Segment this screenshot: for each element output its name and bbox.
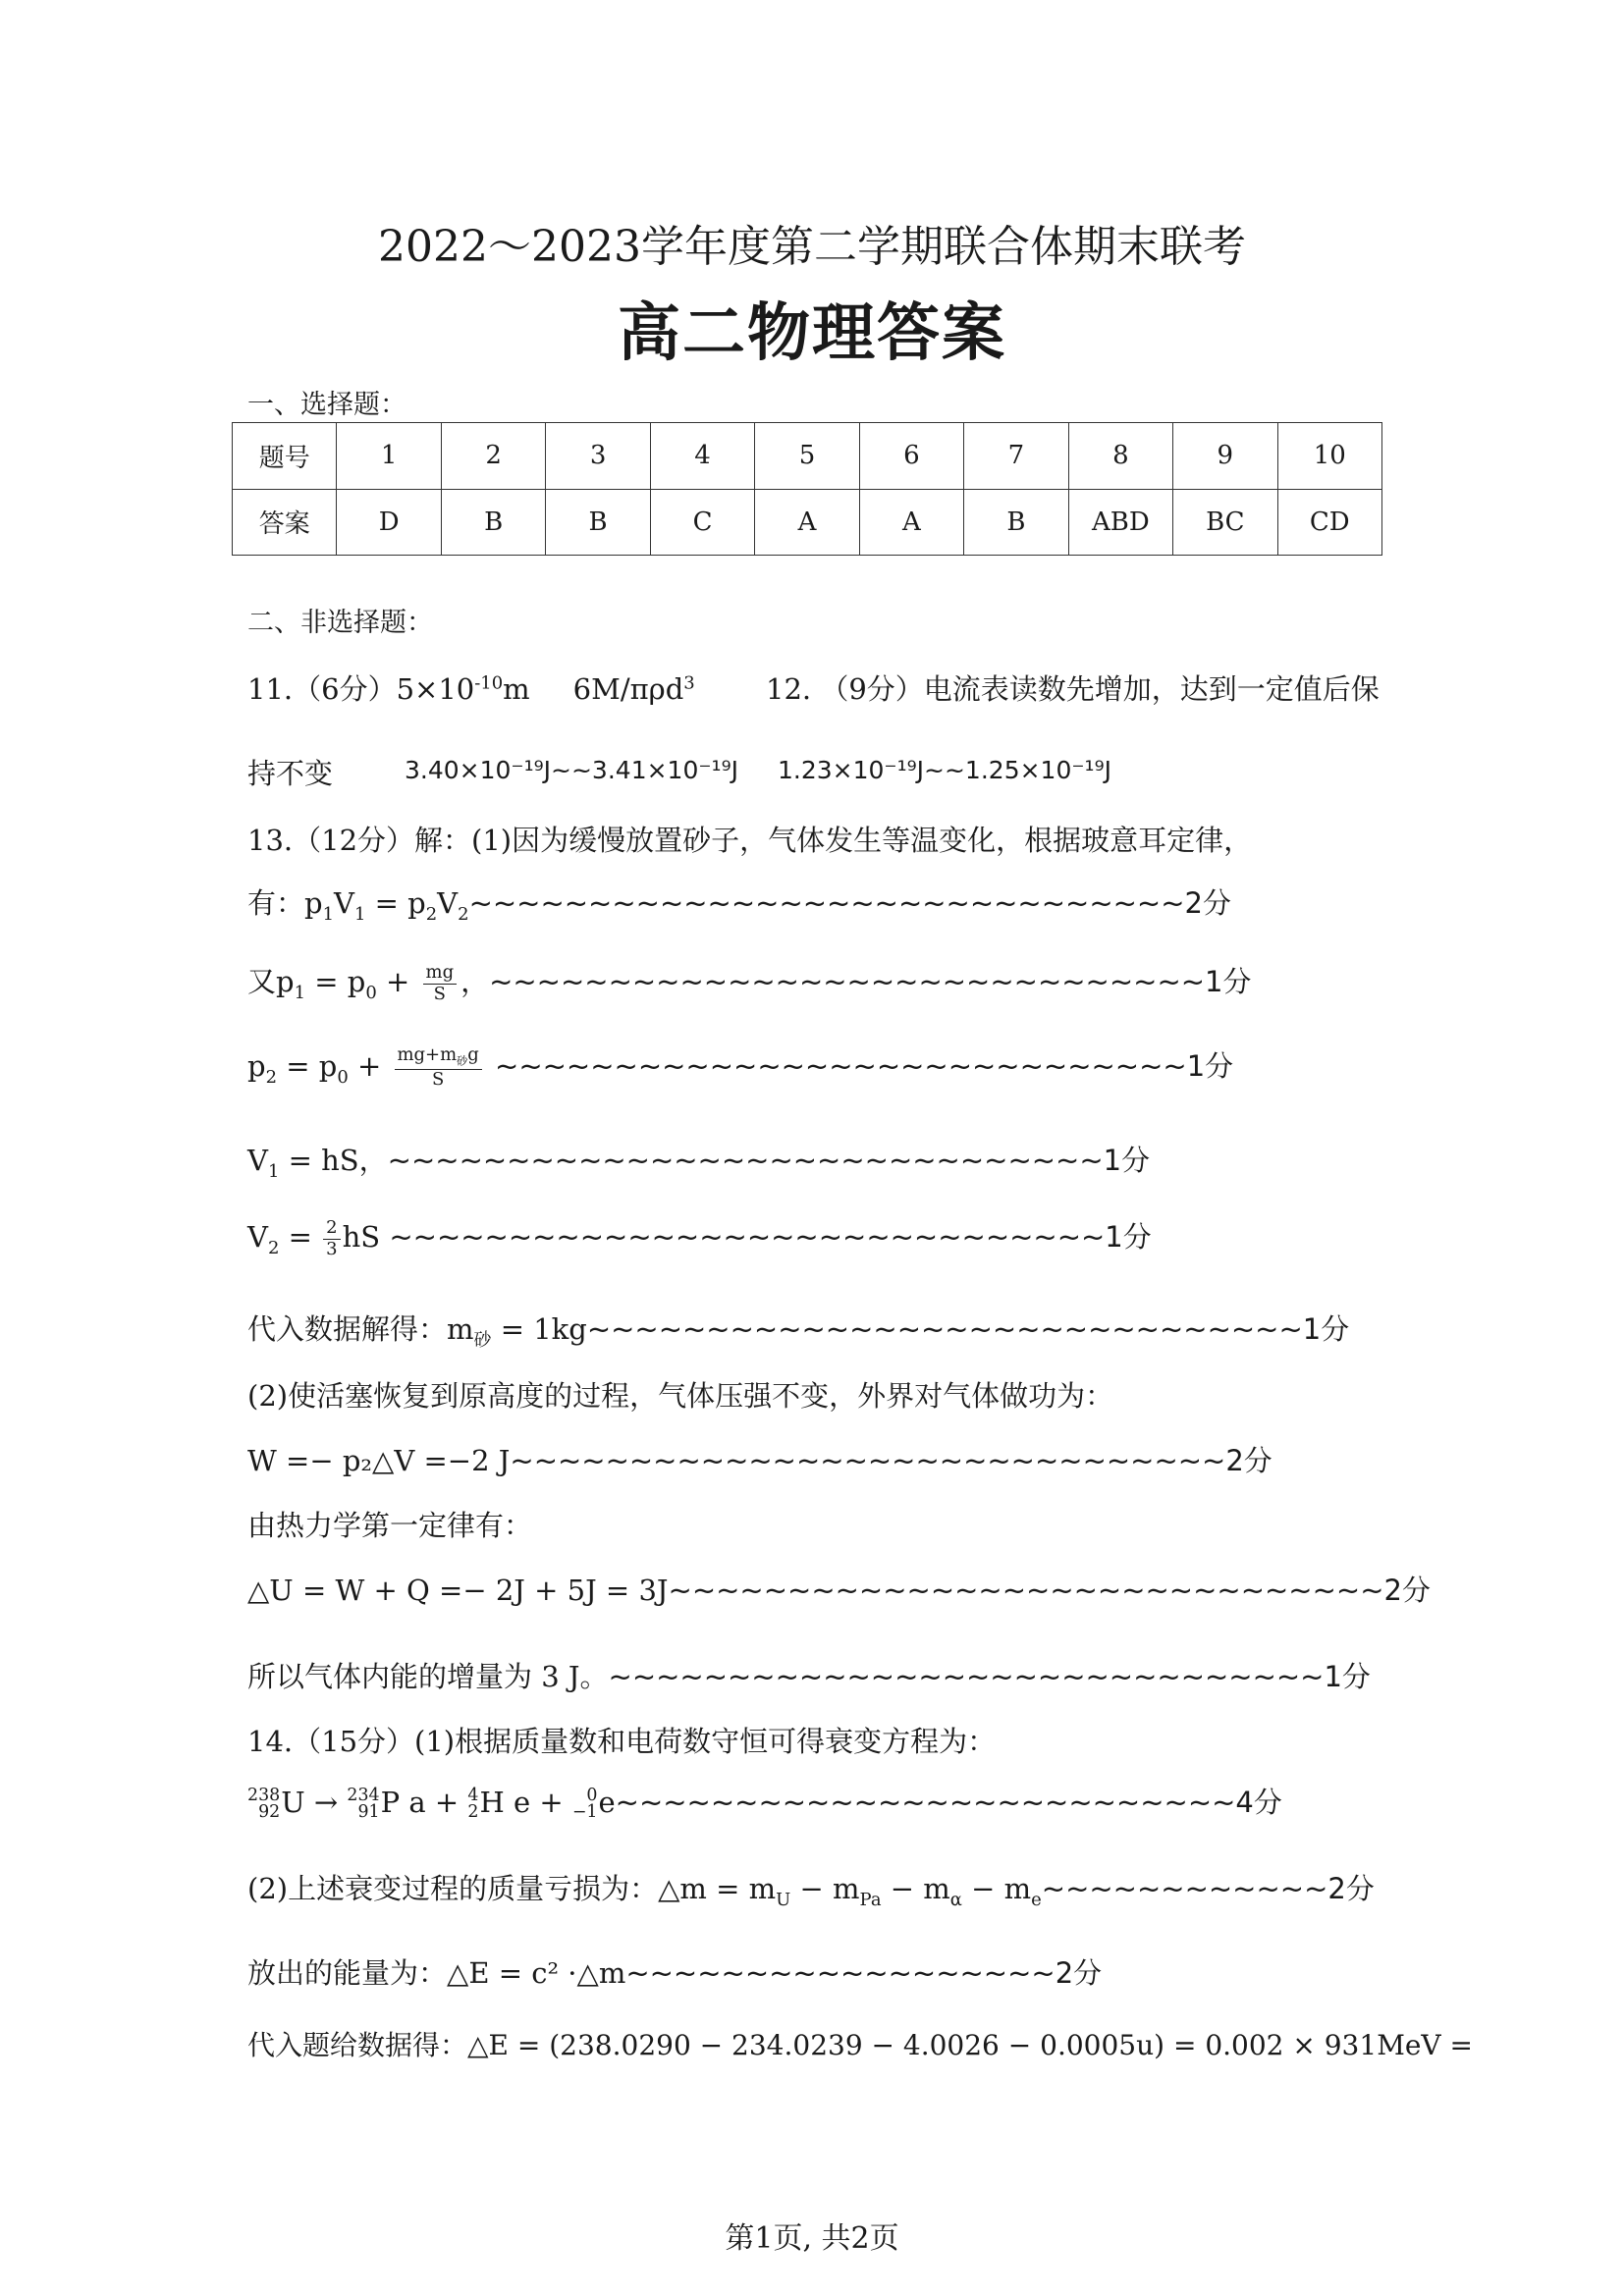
q13-line2: 又$p_1 = p_0$ + $\frac{mg}{S}$ ，~~~~~~~~~~~~~~~~~~~~~~~~~~~~~~1分 (247, 961, 1252, 1004)
q13-line11-text: 所以气体内能的增量为 3 J。 (247, 1660, 609, 1693)
section-choice-label: 一、选择题： (247, 390, 406, 420)
q13-line11 (247, 1655, 1371, 1695)
answer-cell: B (964, 489, 1068, 556)
q13-line9: 由热力学第一定律有： (247, 1509, 533, 1542)
question-number: 6 (859, 423, 963, 490)
q13-line10-score: ~~~~~~~~~~~~~~~~~~~~~~~~~~~~~~2分 (668, 1574, 1431, 1607)
q13-line3: $p_2 = p_0$ + $\frac{mg+m_砂g}{S}$ ~~~~~~~~~~~~~~~~~~~~~~~~~~~~~1分 (247, 1044, 1234, 1090)
section-nonchoice-label: 二、非选择题： (247, 608, 433, 638)
answer-cell: D (337, 489, 441, 556)
q14-line2: (2)上述衰变过程的质量亏损为：△m = $m_U - m_{Pa} - m_\alpha$ − $m_e\sim\sim\sim\sim\sim\sim\sim\sim\sim\sim\sim\sim 2$分 (247, 1872, 1375, 1910)
row-header-answer: 答案 (233, 489, 337, 556)
answer-cell: B (441, 489, 545, 556)
q13-line8 (247, 1439, 1272, 1479)
page-number: 第1页, 共2页 (725, 2221, 899, 2256)
q13-line2-prefix: 又 (247, 965, 277, 998)
q13-line5: $V_2$ = $\frac{2}{3}$ hS ~~~~~~~~~~~~~~~~~~~~~~~~~~~~~~1分 (247, 1216, 1152, 1259)
q11-formula-cube: 3 (683, 672, 695, 694)
q11-exponent: -10 (474, 672, 504, 694)
q13-line7: (2)使活塞恢复到原高度的过程，气体压强不变，外界对气体做功为： (247, 1379, 1114, 1413)
q14-decay-equation: 238 92 U → 234 91 P a + 4 2 H e + 0 −1 e~~~~~~~~~~~~~~~~~~~~~~~~~~4分 (247, 1786, 1282, 1822)
q11-answer (247, 667, 695, 708)
table-row (233, 489, 1382, 556)
q13-line1-prefix: 有： (247, 886, 305, 920)
q13-line8-equation: W =− p₂△V =−2 J (247, 1444, 511, 1477)
answer-cell: BC (1173, 489, 1277, 556)
q13-line2-score: ，~~~~~~~~~~~~~~~~~~~~~~~~~~~~~~1分 (460, 965, 1252, 998)
q12-range2: 1.23×10⁻¹⁹J~~1.25×10⁻¹⁹J (778, 756, 1111, 784)
answer-cell: C (650, 489, 754, 556)
q11-unit: m (503, 672, 530, 706)
q13-line11-score: ~~~~~~~~~~~~~~~~~~~~~~~~~~~~~~1分 (608, 1660, 1371, 1693)
row-header-number: 题号 (233, 423, 337, 490)
q14-line4-equation: △E = (238.0290 − 234.0239 − 4.0026 − 0.0005u) = 0.002 × 931MeV = (467, 2029, 1474, 2061)
q11-formula: 6M/πρd (572, 672, 684, 706)
q13-line1: 有：$p_1V_1$ = $p_2V_2\sim\sim\sim\sim\sim\sim\sim\sim\sim\sim\sim\sim\sim\sim\sim\sim\sim\sim\sim\sim\sim\sim\sim\sim\sim\sim\sim\sim\sim\sim 2$分 (247, 886, 1231, 925)
q12-cont: 持不变 (247, 757, 334, 790)
question-number: 5 (755, 423, 859, 490)
q13-line4: $V_1$ = hS，~~~~~~~~~~~~~~~~~~~~~~~~~~~~~~1分 (247, 1144, 1151, 1182)
q13-line6-prefix: 代入数据解得： (247, 1312, 448, 1346)
answer-cell: A (859, 489, 963, 556)
answer-cell: A (755, 489, 859, 556)
question-number: 8 (1068, 423, 1172, 490)
q14-line3-equation: △E = c² ·△m (447, 1956, 626, 1990)
q13-intro: 13.（12分）解：(1)因为缓慢放置砂子，气体发生等温变化，根据玻意耳定律， (247, 824, 1253, 857)
q12-range1: 3.40×10⁻¹⁹J~~3.41×10⁻¹⁹J (405, 756, 738, 784)
q13-line10 (247, 1569, 1431, 1609)
q14-line2-score: ~~~~~~~~~~~~2分 (1041, 1872, 1375, 1905)
page-title: 高二物理答案 (618, 297, 1006, 370)
answer-cell: B (546, 489, 650, 556)
q13-line8-score: ~~~~~~~~~~~~~~~~~~~~~~~~~~~~~~2分 (510, 1444, 1272, 1477)
q13-line3-score: ~~~~~~~~~~~~~~~~~~~~~~~~~~~~~1分 (495, 1049, 1234, 1083)
q13-line6: 代入数据解得：$m_砂$ = 1kg~~~~~~~~~~~~~~~~~~~~~~~~~~~~~~1分 (247, 1312, 1350, 1351)
question-number: 7 (964, 423, 1068, 490)
q14-line3-score: ~~~~~~~~~~~~~~~~~~2分 (625, 1956, 1103, 1990)
q14-line3 (247, 1951, 1102, 1992)
table-row (233, 423, 1382, 490)
answer-table (232, 422, 1382, 556)
question-number: 9 (1173, 423, 1277, 490)
question-number: 3 (546, 423, 650, 490)
q13-line5-score: ~~~~~~~~~~~~~~~~~~~~~~~~~~~~~~1分 (389, 1220, 1152, 1254)
q14-line4 (247, 2024, 1473, 2063)
q13-line6-value: = 1kg (491, 1312, 587, 1346)
q14-line3-prefix: 放出的能量为： (247, 1956, 448, 1990)
question-number: 1 (337, 423, 441, 490)
q14-line1-score: ~~~~~~~~~~~~~~~~~~~~~~~~~~4分 (615, 1786, 1282, 1819)
question-number: 10 (1277, 423, 1381, 490)
exam-title: 2022～2023学年度第二学期联合体期末联考 (378, 222, 1246, 272)
question-number: 2 (441, 423, 545, 490)
q14-line4-prefix: 代入题给数据得： (247, 2029, 468, 2061)
q14-intro: 14.（15分）(1)根据质量数和电荷数守恒可得衰变方程为： (247, 1725, 997, 1758)
q13-line6-score: ~~~~~~~~~~~~~~~~~~~~~~~~~~~~~~1分 (586, 1312, 1350, 1346)
q13-line10-equation: △U = W + Q =− 2J + 5J = 3J (247, 1574, 669, 1607)
q14-line2-prefix: (2)上述衰变过程的质量亏损为： (247, 1872, 659, 1905)
answer-cell: ABD (1068, 489, 1172, 556)
q13-line4-score: ，~~~~~~~~~~~~~~~~~~~~~~~~~~~~~~1分 (358, 1144, 1151, 1177)
q13-line1-score: ~~~~~~~~~~~~~~~~~~~~~~~~~~~~~~2分 (468, 886, 1231, 920)
q12-answer-lead: 12. （9分）电流表读数先增加，达到一定值后保 (766, 672, 1380, 706)
question-number: 4 (650, 423, 754, 490)
q11-lead: 11.（6分）5×10 (247, 672, 475, 706)
answer-cell: CD (1277, 489, 1381, 556)
